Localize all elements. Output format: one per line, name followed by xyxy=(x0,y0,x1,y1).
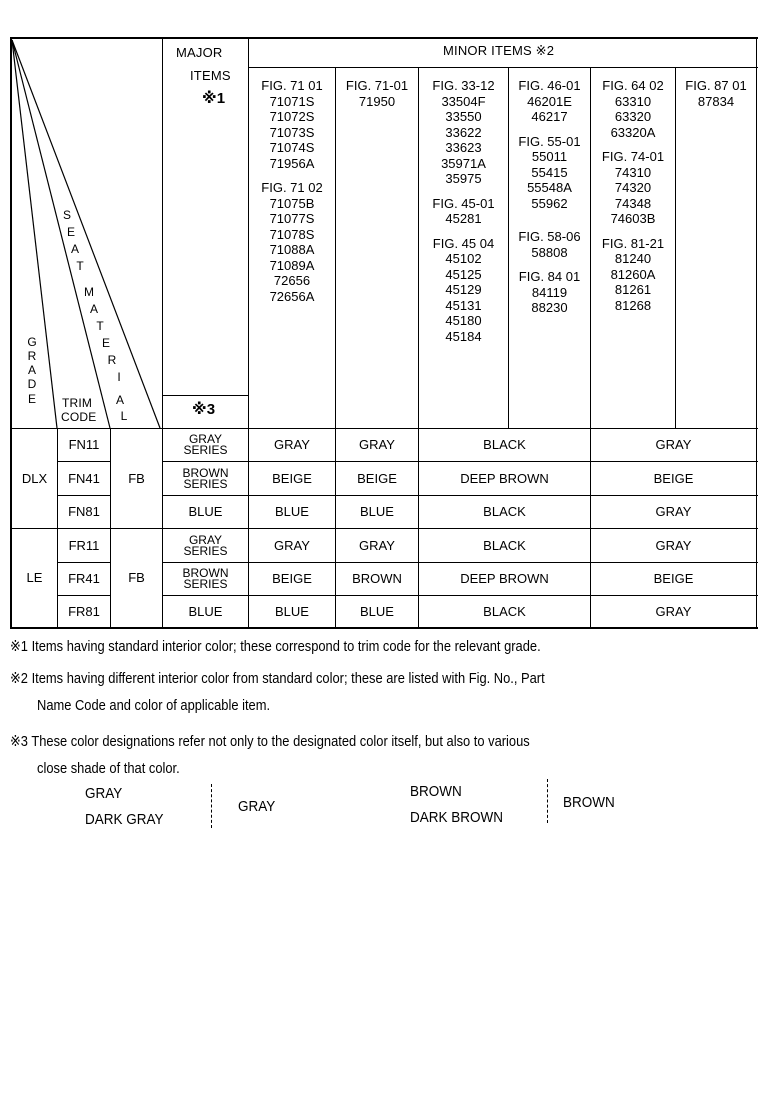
part-code: 74320 xyxy=(614,180,652,195)
trim-code-cell: FR81 xyxy=(68,603,100,619)
grade-letter: G xyxy=(27,335,37,349)
minor-color-cell: BEIGE xyxy=(653,470,694,486)
part-code: 71078S xyxy=(269,226,315,242)
minor-color-cell: GRAY xyxy=(655,437,692,452)
major-color: GRAY xyxy=(188,532,223,547)
part-code: 33504F xyxy=(441,93,486,109)
part-code: 55962 xyxy=(531,195,568,211)
grade-letter: A xyxy=(27,363,36,377)
minor-color-cell: BEIGE xyxy=(653,571,694,586)
fig-number: FIG. 71 01 xyxy=(261,78,323,93)
seat-material-letter: L xyxy=(120,409,128,423)
trim-code-cell: FR41 xyxy=(68,571,100,586)
part-code: 45281 xyxy=(445,211,482,226)
minor-color-cell: BEIGE xyxy=(272,571,312,586)
part-code: 55548A xyxy=(527,180,572,195)
footnote-2-line-1: ※2 Items having different interior color from standard color; these are listed with Fig. No., Part xyxy=(10,670,545,687)
part-code: 71956A xyxy=(269,155,315,171)
major-color-cell xyxy=(163,462,248,495)
major-color: BROWN xyxy=(182,465,229,480)
part-code: 71072S xyxy=(269,109,315,124)
minor-color-cell: BEIGE xyxy=(357,470,397,486)
minor-column-2 xyxy=(336,78,418,109)
part-code: 71075B xyxy=(269,195,315,211)
part-code: 81240 xyxy=(614,251,652,266)
minor-items-header: MINOR ITEMS ※2 xyxy=(443,43,555,58)
footnote-2-line-2: Name Code and color of applicable item. xyxy=(37,697,271,714)
fig-number: FIG. 71-01 xyxy=(345,78,409,93)
part-code: 33622 xyxy=(445,124,482,140)
major-color: BROWN xyxy=(182,566,229,580)
part-code: 55011 xyxy=(531,149,568,164)
diagonal-header-lines xyxy=(0,0,260,430)
table-bottom-border xyxy=(10,627,758,629)
grade-letter: D xyxy=(27,377,37,391)
fig-number: FIG. 55-01 xyxy=(518,133,581,149)
part-code: 71088A xyxy=(269,242,315,257)
col-line-5 xyxy=(675,67,676,429)
minor-color-cell: BROWN xyxy=(352,571,402,586)
minor-color-cell: BEIGE xyxy=(272,470,312,486)
seat-material-letter: T xyxy=(96,319,104,333)
seat-material-cell: FB xyxy=(128,570,145,585)
part-code: 74348 xyxy=(614,195,652,211)
part-code: 72656A xyxy=(269,288,315,304)
part-code: 63320A xyxy=(610,124,656,140)
minor-color-cell: BLUE xyxy=(360,504,394,519)
part-code: 74310 xyxy=(614,164,652,180)
part-code: 58808 xyxy=(531,244,568,260)
part-code: 35971A xyxy=(441,155,486,171)
minor-column-1 xyxy=(250,78,334,304)
minor-color-cell: BLACK xyxy=(483,537,526,553)
part-code: 45184 xyxy=(445,328,482,344)
part-code: 87834 xyxy=(697,93,735,109)
minor-column-4 xyxy=(509,78,590,316)
fig-number: FIG. 81-21 xyxy=(601,235,665,251)
grade-letter: E xyxy=(27,392,36,406)
table-right-border xyxy=(756,37,757,629)
major-color-cell: BLUE xyxy=(188,603,223,619)
part-code: 45180 xyxy=(445,313,482,328)
major-color-cell xyxy=(163,429,248,461)
code-label: CODE xyxy=(61,410,97,424)
minor-color-cell: GRAY xyxy=(655,603,692,619)
seat-material-letter: A xyxy=(70,242,79,256)
minor-color-cell: GRAY xyxy=(359,537,395,553)
part-code: 71089A xyxy=(269,257,315,273)
part-code: 33550 xyxy=(445,109,482,124)
part-code: 71073S xyxy=(269,124,315,140)
part-code: 63310 xyxy=(614,93,652,109)
note1-marker: ※1 xyxy=(202,90,226,107)
major-color-cell: BLUE xyxy=(188,504,223,519)
fig-number: FIG. 71 02 xyxy=(261,180,323,195)
minor-color-cell: DEEP BROWN xyxy=(460,470,549,486)
part-code: 45129 xyxy=(445,282,482,297)
part-code: 81260A xyxy=(610,266,656,282)
minor-color-cell: GRAY xyxy=(274,537,310,553)
trim-code-cell: FR11 xyxy=(68,537,100,553)
part-code: 45131 xyxy=(445,297,482,313)
major-color-cell xyxy=(163,529,248,562)
major-color: GRAY xyxy=(188,432,223,446)
part-code: 46217 xyxy=(531,109,568,124)
fig-number: FIG. 74-01 xyxy=(601,149,665,164)
part-code: 81268 xyxy=(614,297,652,313)
part-code: 74603B xyxy=(610,211,656,226)
part-code: 63320 xyxy=(614,109,652,124)
items-label: ITEMS xyxy=(190,68,231,83)
trim-label: TRIM xyxy=(62,396,93,410)
part-code: 72656 xyxy=(273,273,311,288)
seat-material-letter: A xyxy=(115,393,124,407)
minor-header-line xyxy=(248,67,758,68)
part-code: 71071S xyxy=(269,93,315,109)
fig-number: FIG. 64 02 xyxy=(602,78,664,93)
part-code: 81261 xyxy=(614,282,652,297)
seat-material-letter: S xyxy=(62,208,71,222)
minor-column-5 xyxy=(591,78,675,313)
seat-material-letter: M xyxy=(84,285,94,299)
minor-color-cell: BLUE xyxy=(275,603,309,619)
legend-item: BROWN xyxy=(410,783,462,800)
legend-item: GRAY xyxy=(85,785,123,802)
part-code: 46201E xyxy=(527,93,572,109)
part-code: 71077S xyxy=(269,211,315,226)
grade-cell: DLX xyxy=(21,470,48,486)
minor-color-cell: GRAY xyxy=(274,437,310,452)
minor-color-cell: BLUE xyxy=(275,504,309,519)
legend-item: DARK GRAY xyxy=(85,811,164,828)
seat-material-letter: R xyxy=(107,353,117,367)
part-code: 71074S xyxy=(269,140,315,155)
fig-number: FIG. 45 04 xyxy=(432,235,495,251)
part-code: 71950 xyxy=(358,93,396,109)
brace-icon xyxy=(211,784,212,828)
part-code: 55415 xyxy=(531,164,568,180)
part-code: 88230 xyxy=(531,300,568,315)
major-series: SERIES xyxy=(183,476,228,491)
fig-number: FIG. 46-01 xyxy=(518,78,581,93)
footnote-1: ※1 Items having standard interior color; these correspond to trim code for the relevant grade. xyxy=(10,638,541,655)
seat-material-letter: A xyxy=(89,302,98,316)
minor-color-cell: GRAY xyxy=(655,504,692,519)
fig-number: FIG. 58-06 xyxy=(518,229,581,244)
fig-number: FIG. 33-12 xyxy=(432,78,495,93)
minor-color-cell: GRAY xyxy=(359,437,395,452)
legend-result: GRAY xyxy=(238,798,276,815)
grade-letter: R xyxy=(27,349,37,363)
seat-material-letter: E xyxy=(66,225,75,239)
minor-column-3 xyxy=(419,78,508,344)
trim-code-cell: FN81 xyxy=(68,504,100,519)
seat-material-letter: I xyxy=(117,370,121,384)
major-label: MAJOR xyxy=(176,45,223,60)
footnote-3-line-1: ※3 These color designations refer not only to the designated color itself, but also to various xyxy=(10,733,530,750)
note3-marker: ※3 xyxy=(192,401,216,418)
minor-color-cell: GRAY xyxy=(655,537,692,553)
seat-material-cell: FB xyxy=(128,470,145,486)
part-code: 35975 xyxy=(445,171,482,186)
legend-item: DARK BROWN xyxy=(410,809,504,826)
fig-number: FIG. 45-01 xyxy=(432,195,495,211)
brace-icon xyxy=(547,779,548,823)
minor-color-cell: DEEP BROWN xyxy=(460,571,549,586)
part-code: 84119 xyxy=(531,284,568,300)
major-series: SERIES xyxy=(183,577,228,591)
minor-color-cell: BLACK xyxy=(483,437,526,452)
fig-number: FIG. 84 01 xyxy=(518,269,581,284)
minor-color-cell: BLUE xyxy=(360,603,394,619)
major-series: SERIES xyxy=(183,443,228,457)
major-series: SERIES xyxy=(183,543,228,558)
part-code: 33623 xyxy=(445,140,482,155)
seat-material-letter: E xyxy=(101,336,110,350)
minor-column-6 xyxy=(676,78,756,109)
grade-cell: LE xyxy=(26,570,43,585)
legend-result: BROWN xyxy=(563,794,615,811)
trim-code-cell: FN41 xyxy=(68,470,100,486)
major-color-cell xyxy=(163,563,248,595)
seat-material-letter: T xyxy=(76,259,84,273)
trim-code-cell: FN11 xyxy=(68,437,100,452)
fig-number: FIG. 87 01 xyxy=(685,78,747,93)
part-code: 45102 xyxy=(445,251,482,266)
minor-color-cell: BLACK xyxy=(483,603,526,619)
minor-color-cell: BLACK xyxy=(483,504,526,519)
part-code: 45125 xyxy=(445,266,482,282)
footnote-3-line-2: close shade of that color. xyxy=(37,760,180,777)
